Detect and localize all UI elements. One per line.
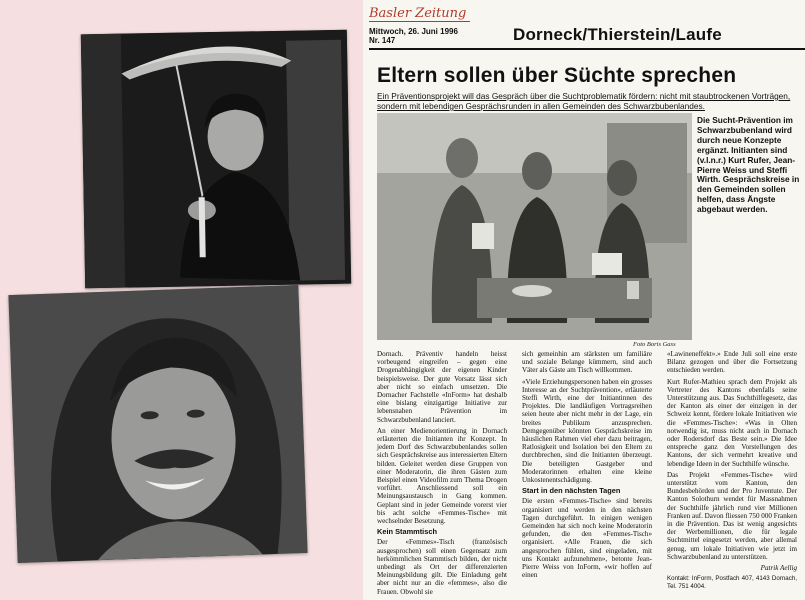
contact-info: Kontakt: InForm, Postfach 407, 4143 Dornach, Tel. 751 4004. (667, 575, 797, 590)
body-paragraph: sich gemeinhin am stärksten um familiäre und soziale Belange kümmern, sind auch Väter als Gäste am Tisch willkommen. (522, 350, 652, 375)
photo-credit: Foto Boris Gass (633, 341, 676, 348)
article-author: Patrik Aellig (760, 564, 797, 573)
body-paragraph: Kurt Rufer-Mathieu sprach dem Projekt als Vertreter des Kantons ebenfalls seine Unterstützung aus. Das Suchthilfegesetz, das der Kanton als einer der einzigen in der Schweiz kennt, fördere lokale Initiativen wie die «Femmes-Tische»: «Was in Olten notwendig ist, muss nicht auch in Dornach oder Rodersdorf das Beste sein.» Die Idee entspreche ganz den Vorstellungen des Kantons, der sich vermehrt kreative und lebendige Ideen in der Suchthilfe wünsche. (667, 377, 797, 468)
smiling-man-illustration (8, 285, 307, 563)
photo-smiling-man (8, 285, 307, 563)
photo-caption: Die Sucht-Prävention im Schwarzbubenland wird durch neue Konzepte ergänzt. Initianten sind (v.l.n.r.) Kurt Rufer, Jean-Pierre Weiss und Steffi Wirth. Gesprächskreise in den Gemeinden sollen helfen, dass Ängste abgebaut werden. (697, 115, 800, 215)
body-paragraph: Dornach. Präventiv handeln heisst vorbeugend eingreifen – gegen eine Drogenabhängigkeit der eigenen Kinder beispielsweise. Der gute Vorsatz lässt sich aber nicht so einfach umsetzen. Die Dornacher Fachstelle «InForm» hat deshalb eine bislang einzigartige Initiative zur lebensnahen Prävention im Schwarzbubenland lanciert. (377, 350, 507, 424)
photo-woman-with-umbrella (81, 30, 351, 289)
section-title: Dorneck/Thierstein/Laufe (513, 25, 722, 44)
woman-umbrella-illustration (81, 30, 351, 289)
body-paragraph: An einer Medienorientierung in Dornach erläuterten die Initianten ihr Konzept. In jedem Dorf des Schwarzbubenlandes sollen sich Gesprächskreise aus interessierten Eltern bilden. Geleitet werden diese Gruppen von einer Moderatorin, die ihren Gästen zum Beispiel einen Videofilm zum Thema Drogen vorführt. Anschliessend soll ein Meinungsaustausch in Gang kommen. Geplant sind in jeder Gemeinde vorerst vier bis acht solche «Femmes-Tische» mit wechselnder Besetzung. (377, 426, 507, 526)
subheading: Start in den nächsten Tagen (522, 486, 621, 496)
publication-date: Mittwoch, 26. Juni 1996 (369, 27, 458, 36)
news-photo-three-initiators (377, 113, 692, 340)
article-headline: Eltern sollen über Süchte sprechen (377, 64, 737, 87)
newspaper-masthead: Basler Zeitung (369, 6, 470, 22)
header-rule (369, 48, 805, 50)
body-paragraph: Das Projekt «Femmes-Tische» wird unterstützt vom Kanton, den Bundesbehörden und der Pro Juventute. Der Kanton Solothurn wendet für Massnahmen der Suchthilfe jährlich rund vier Millionen Franken auf. Davon fliessen 750 000 Franken in die Prävention. Das ist wenig angesichts der Werbemillionen, die für legale Suchtmittel eingesetzt werden, aber allemal genug, um lokale Initiativen wie jetzt im Schwarzbubenland zu unterstützen. (667, 470, 797, 561)
article-lead-text: Ein Präventionsprojekt will das Gespräch über die Suchtproblematik fördern: nicht mit staubtrockenen Vorträgen, sondern mit lebendigen Gesprächsrunden in allen Gemeinden des Schwarzbubenlandes. (377, 91, 791, 111)
article-column-2 (522, 350, 652, 582)
issue-number: Nr. 147 (369, 36, 396, 45)
article-column-3 (667, 350, 797, 590)
three-people-illustration (377, 113, 692, 340)
article-lead (377, 91, 797, 111)
body-paragraph: Die ersten «Femmes-Tische» sind bereits organisiert und werden in den nächsten Tagen durchgeführt. In einigen wenigen Gemeinden hat sich noch keine Moderatorin gefunden, die den «Femmes-Tisch» organisiert. «Alle Frauen, die sich angesprochen fühlen, sind eingeladen, mit uns Kontakt aufzunehmen», betonte Jean-Pierre Weiss von InForm, «wir hoffen auf einen (522, 497, 652, 580)
article-column-1 (377, 350, 507, 599)
article-body (377, 350, 801, 596)
newspaper-clipping (363, 0, 805, 600)
body-paragraph: «Viele Erziehungspersonen haben ein grosses Interesse an der Suchtprävention», erläuterte Steffi Wirth, eine der Initiantinnen des Projektes. Die landläufigen Vortragsreihen seien heute aber nicht mehr in der Lage, ein breites Publikum anzusprechen. Demgegenüber könnten Gesprächskreise im häuslichen Rahmen viel eher dazu beitragen, Ratlosigkeit und Isolation bei den Eltern zu durchbrechen, sind die Initianten überzeugt. Die beteiligten Gastgeber und Moderatorinnen erhalten eine kleine Unkostenentschädigung. (522, 377, 652, 485)
body-paragraph: Der «Femmes»-Tisch (französisch ausgesprochen) soll einen Gegensatz zum herkömmlichen Stammtisch bilden, der nicht unbedingt als Ort der differenzierten Meinungsbildung gilt. Die Einladung geht aber nicht nur an die «femmes», also die Frauen. Obwohl sie (377, 538, 507, 596)
subheading: Kein Stammtisch (377, 527, 437, 537)
body-paragraph: «Lawineneffekt».» Ende Juli soll eine erste Bilanz gezogen und über die Fortsetzung entschieden werden. (667, 350, 797, 375)
